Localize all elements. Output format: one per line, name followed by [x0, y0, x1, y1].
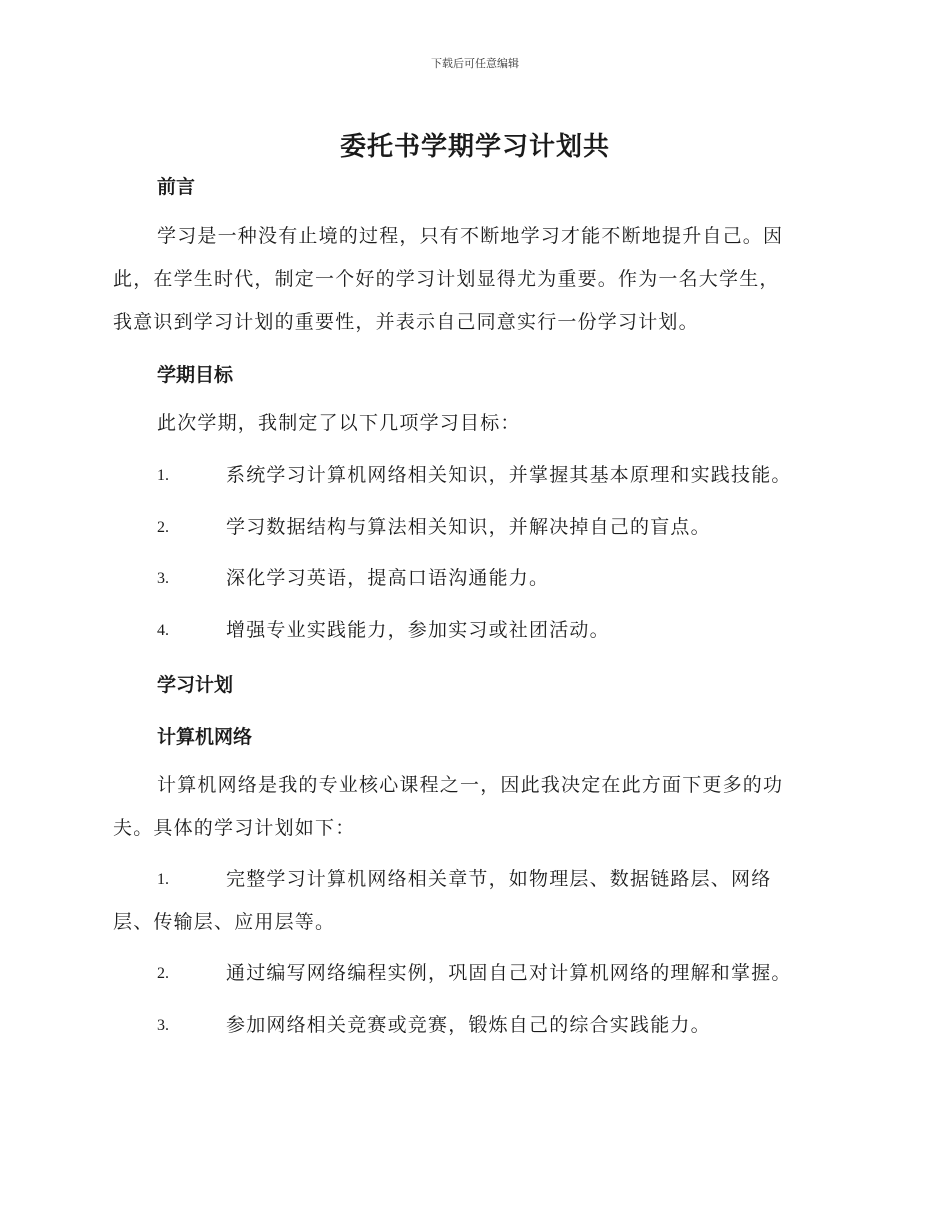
network-line-2: 夫。具体的学习计划如下： [113, 817, 356, 839]
network-item [113, 858, 833, 944]
goal-item [113, 506, 833, 549]
goal-number: 2. [157, 519, 169, 536]
preface-paragraph [113, 215, 833, 344]
preface-line-2: 此，在学生时代，制定一个好的学习计划显得尤为重要。作为一名大学生， [113, 268, 780, 290]
network-item-number: 3. [157, 1017, 169, 1034]
network-heading: 计算机网络 [157, 726, 253, 748]
network-item [113, 952, 833, 995]
network-item [113, 1004, 833, 1047]
network-item-number: 2. [157, 965, 169, 982]
goal-text: 系统学习计算机网络相关知识，并掌握其基本原理和实践技能。 [226, 464, 792, 486]
preface-line-1: 学习是一种没有止境的过程，只有不断地学习才能不断地提升自己。因 [157, 225, 784, 247]
network-item-number: 1. [157, 871, 169, 888]
goal-number: 3. [157, 570, 169, 587]
network-paragraph [113, 764, 833, 850]
goal-item [113, 609, 833, 652]
network-item-text: 通过编写网络编程实例，巩固自己对计算机网络的理解和掌握。 [226, 962, 792, 984]
goal-number: 1. [157, 467, 169, 484]
goals-intro: 此次学期，我制定了以下几项学习目标： [157, 412, 521, 434]
goal-text: 深化学习英语，提高口语沟通能力。 [226, 567, 550, 589]
goal-text: 增强专业实践能力，参加实习或社团活动。 [226, 619, 610, 641]
network-item-text-cont: 层、传输层、应用层等。 [113, 911, 336, 933]
goals-heading: 学期目标 [157, 364, 234, 386]
goal-text: 学习数据结构与算法相关知识，并解决掉自己的盲点。 [226, 516, 711, 538]
goal-item [113, 454, 833, 497]
preface-heading: 前言 [157, 176, 196, 198]
plan-heading: 学习计划 [157, 674, 234, 696]
document-title: 委托书学期学习计划共 [339, 132, 610, 162]
header-note: 下载后可任意编辑 [431, 57, 519, 70]
preface-line-3: 我意识到学习计划的重要性，并表示自己同意实行一份学习计划。 [113, 311, 699, 333]
network-line-1: 计算机网络是我的专业核心课程之一，因此我决定在此方面下更多的功 [157, 774, 784, 796]
goal-number: 4. [157, 622, 169, 639]
network-item-text: 参加网络相关竞赛或竞赛，锻炼自己的综合实践能力。 [226, 1014, 711, 1036]
goal-item [113, 557, 833, 600]
network-item-text: 完整学习计算机网络相关章节，如物理层、数据链路层、网络 [226, 868, 772, 890]
